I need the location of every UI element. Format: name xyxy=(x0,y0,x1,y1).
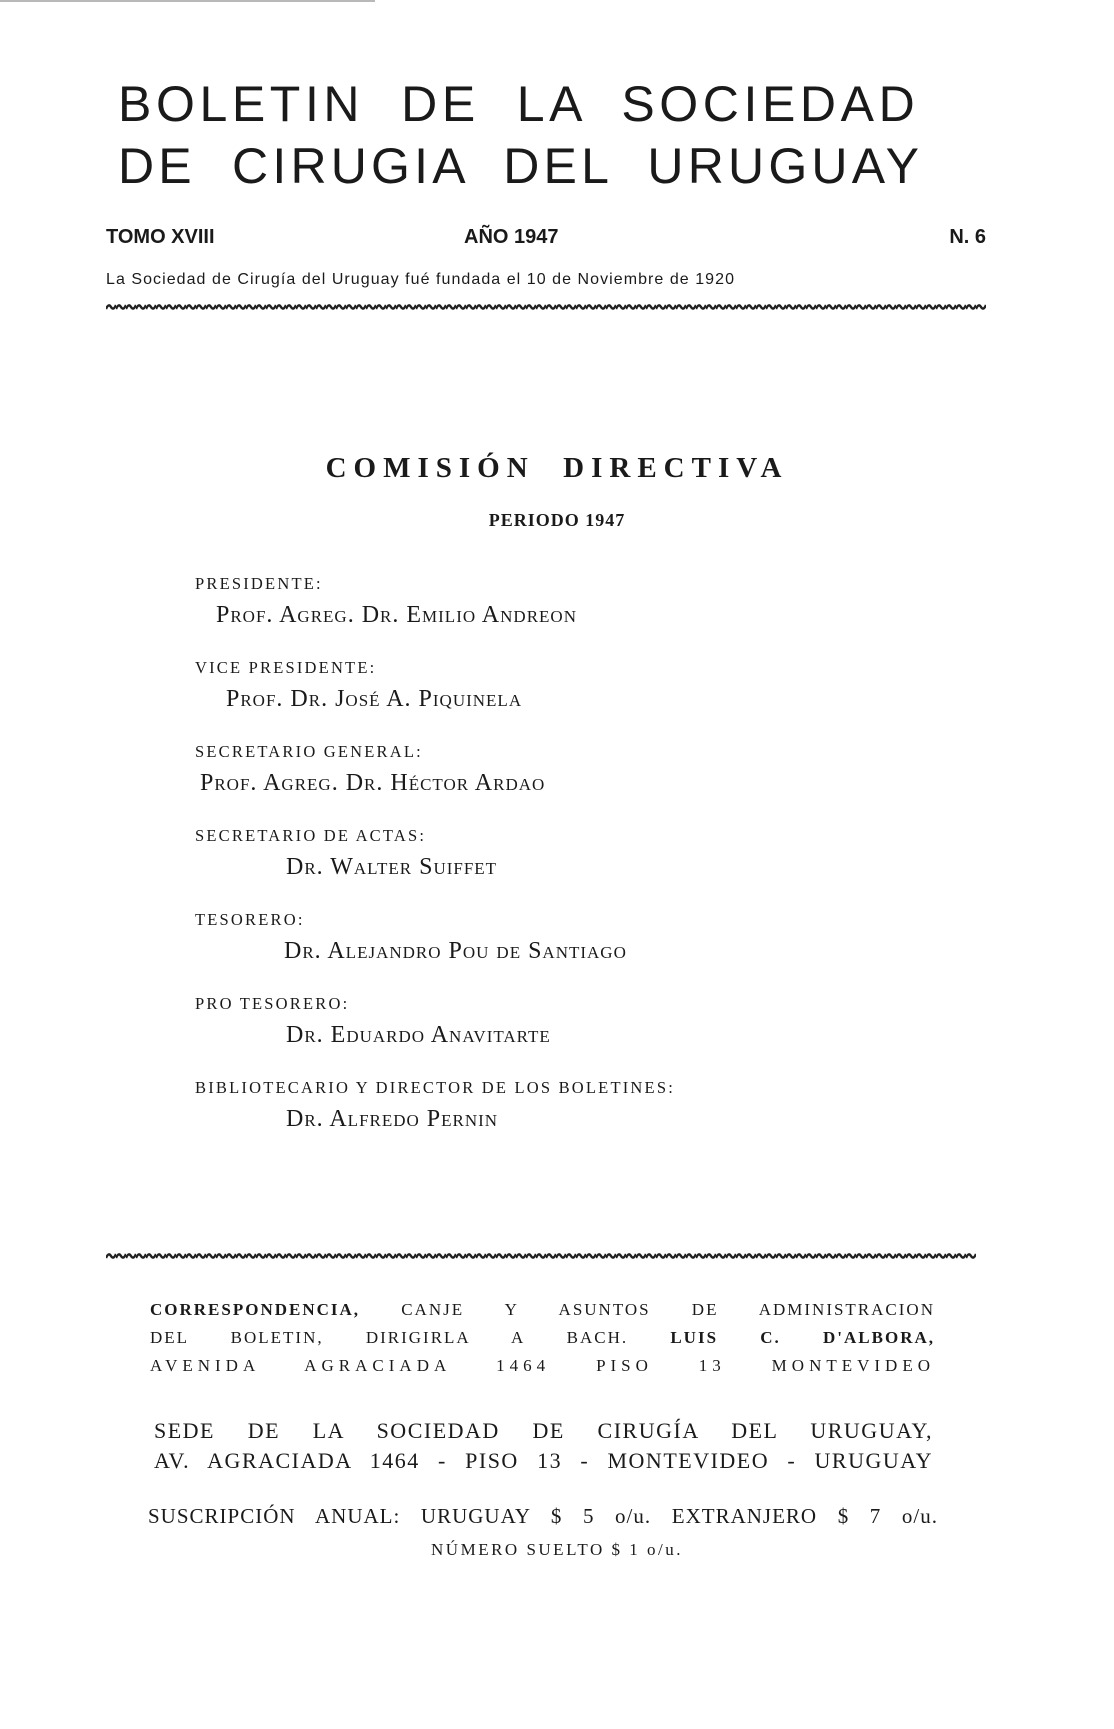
issue-number: N. 6 xyxy=(949,226,986,248)
correspondence-address: AVENIDA AGRACIADA 1464 PISO 13 MONTEVIDEO xyxy=(150,1356,935,1375)
single-issue-price: NÚMERO SUELTO $ 1 o/u. xyxy=(431,1540,683,1559)
ornamental-rule-bottom xyxy=(106,1252,976,1260)
role-vice-presidente: VICE PRESIDENTE: xyxy=(195,658,377,677)
name-presidente: Prof. Agreg. Dr. Emilio Andreon xyxy=(216,602,577,628)
board-period: PERIODO 1947 xyxy=(488,510,626,530)
role-pro-tesorero: PRO TESORERO: xyxy=(195,994,350,1013)
role-presidente: PRESIDENTE: xyxy=(195,574,323,593)
role-secretario-general: SECRETARIO GENERAL: xyxy=(195,742,423,761)
role-bibliotecario: BIBLIOTECARIO Y DIRECTOR DE LOS BOLETINES: xyxy=(195,1078,675,1097)
correspondence-line1-text: CANJE Y ASUNTOS DE ADMINISTRACION xyxy=(360,1300,935,1319)
year-label: AÑO 1947 xyxy=(464,226,559,248)
correspondence-line2 xyxy=(150,1328,935,1348)
journal-title-line2: DE CIRUGIA DEL URUGUAY xyxy=(118,138,924,194)
correspondence-label: CORRESPONDENCIA, xyxy=(150,1300,361,1319)
board-heading: COMISIÓN DIRECTIVA xyxy=(325,452,789,484)
correspondence-line2-text: DEL BOLETIN, DIRIGIRLA A BACH. xyxy=(150,1328,671,1347)
name-secretario-actas: Dr. Walter Suiffet xyxy=(286,854,498,880)
headquarters-line1: SEDE DE LA SOCIEDAD DE CIRUGÍA DEL URUGUAY, xyxy=(154,1418,933,1443)
name-secretario-general: Prof. Agreg. Dr. Héctor Ardao xyxy=(200,770,546,796)
ornamental-rule-top xyxy=(106,303,986,311)
top-edge-line xyxy=(0,0,375,2)
founding-note: La Sociedad de Cirugía del Uruguay fué fundada el 10 de Noviembre de 1920 xyxy=(106,271,736,288)
name-tesorero: Dr. Alejandro Pou de Santiago xyxy=(284,938,627,964)
headquarters-line2: AV. AGRACIADA 1464 - PISO 13 - MONTEVIDEO - URUGUAY xyxy=(154,1448,933,1473)
role-tesorero: TESORERO: xyxy=(195,910,305,929)
role-secretario-actas: SECRETARIO DE ACTAS: xyxy=(195,826,427,845)
volume-label: TOMO XVIII xyxy=(106,226,215,248)
correspondence-line1 xyxy=(150,1300,935,1320)
journal-title-line1: BOLETIN DE LA SOCIEDAD xyxy=(118,76,920,132)
name-vice-presidente: Prof. Dr. José A. Piquinela xyxy=(226,686,523,712)
correspondence-name: LUIS C. D'ALBORA, xyxy=(670,1328,935,1347)
subscription-price: SUSCRIPCIÓN ANUAL: URUGUAY $ 5 o/u. EXTRANJERO $ 7 o/u. xyxy=(148,1504,938,1528)
name-pro-tesorero: Dr. Eduardo Anavitarte xyxy=(286,1022,551,1048)
name-bibliotecario: Dr. Alfredo Pernin xyxy=(286,1106,499,1132)
